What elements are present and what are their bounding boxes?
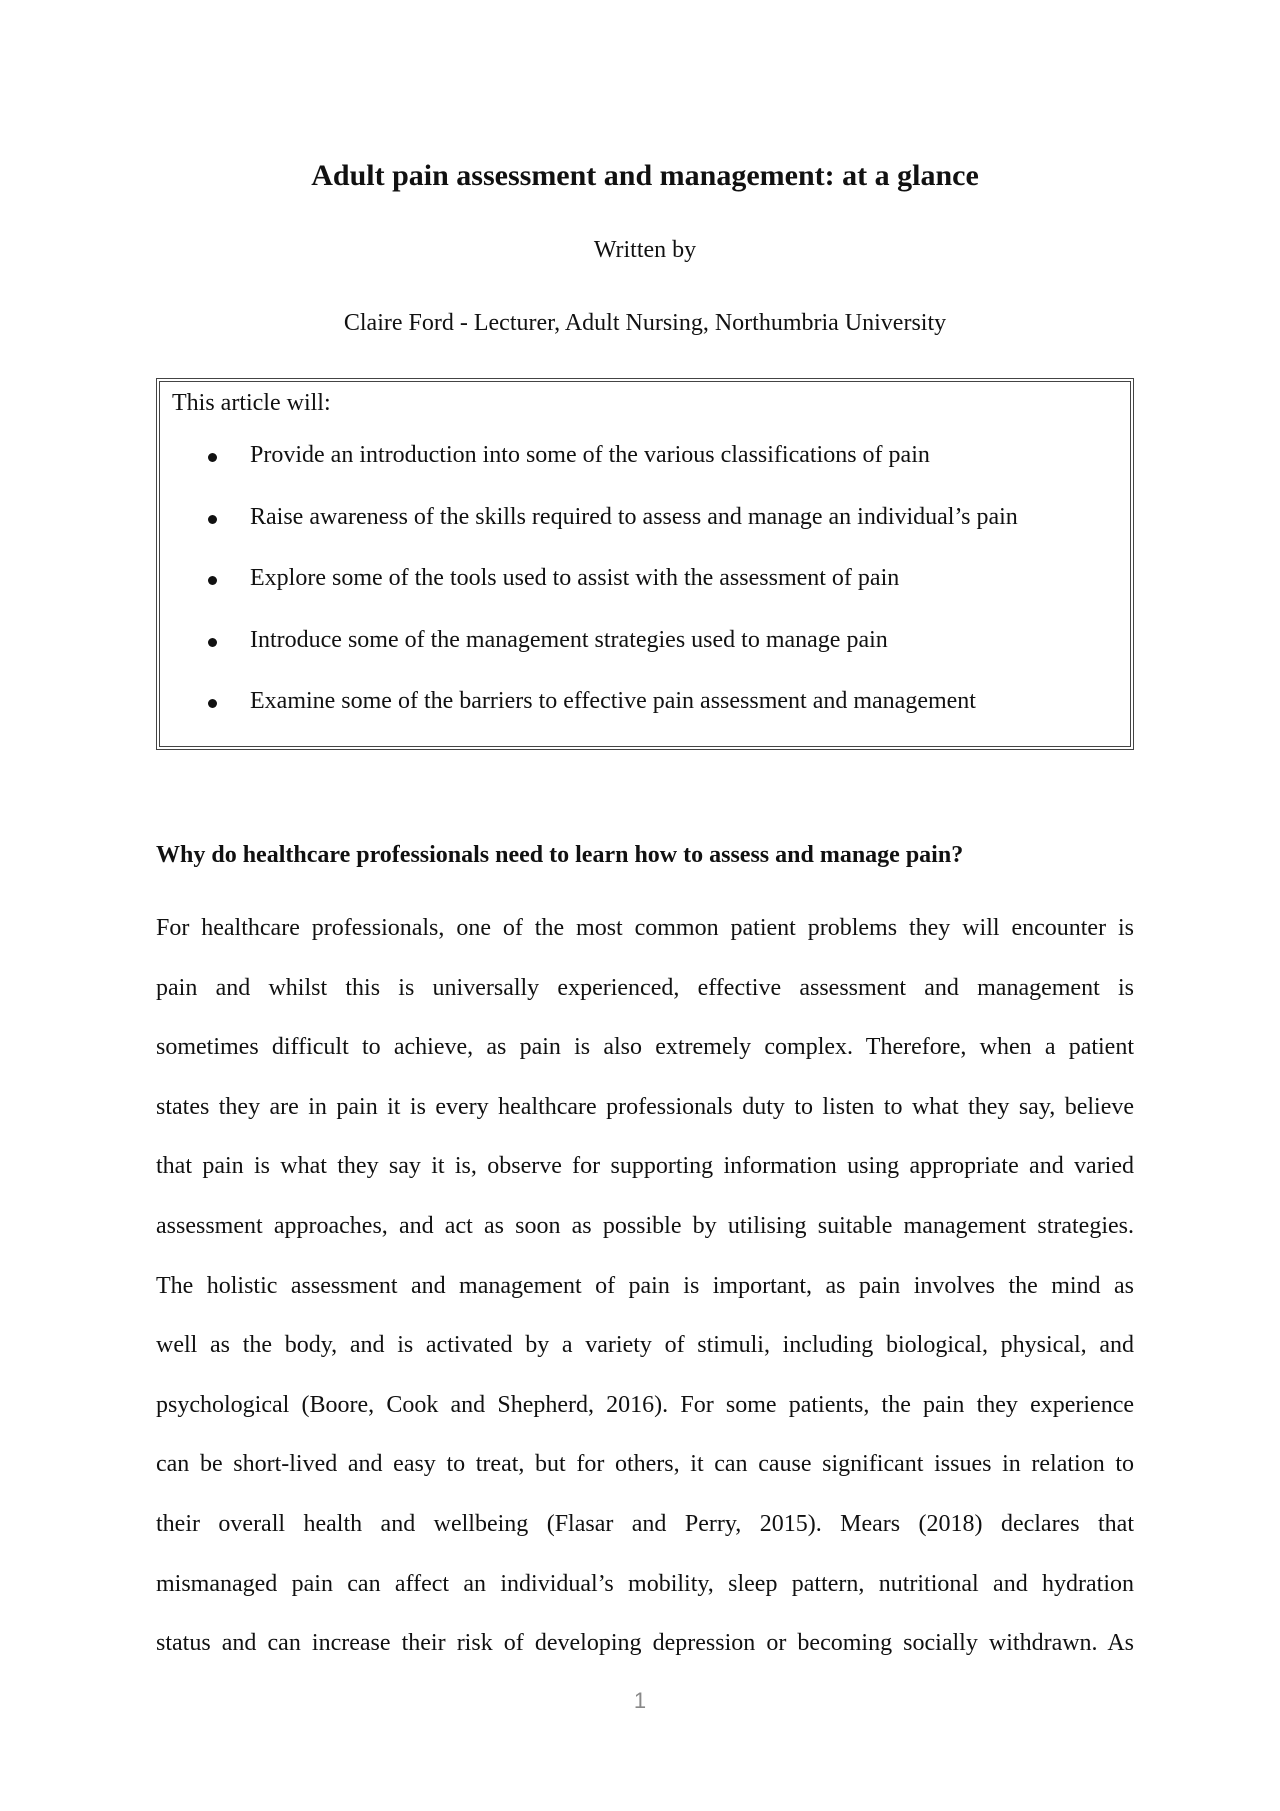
paragraph-line: well as the body, and is activated by a variety of stimuli, including biological, physical, and <box>156 1332 1134 1359</box>
objective-text: Raise awareness of the skills required to assess and manage an individual’s pain <box>250 503 1018 530</box>
paragraph-line: psychological (Boore, Cook and Shepherd, 2016). For some patients, the pain they experience <box>156 1391 1134 1418</box>
list-item <box>160 440 1130 502</box>
paragraph-line: states they are in pain it is every healthcare professionals duty to listen to what they say, believe <box>156 1093 1134 1120</box>
written-by-label: Written by <box>593 237 697 263</box>
paragraph-line: assessment approaches, and act as soon as possible by utilising suitable management strategies. <box>156 1212 1134 1239</box>
list-item <box>160 625 1130 687</box>
paragraph-line: can be short-lived and easy to treat, but for others, it can cause significant issues in relation to <box>156 1451 1134 1478</box>
document-title: Adult pain assessment and management: at a glance <box>311 159 979 192</box>
list-item <box>160 686 1130 748</box>
paragraph-line: pain and whilst this is universally experienced, effective assessment and management is <box>156 974 1134 1001</box>
paragraph-line: that pain is what they say it is, observe for supporting information using appropriate and varied <box>156 1153 1134 1180</box>
paragraph-line: For healthcare professionals, one of the most common patient problems they will encounter is <box>156 915 1134 941</box>
section-heading: Why do healthcare professionals need to learn how to assess and manage pain? <box>156 842 964 868</box>
objectives-box <box>156 378 1134 750</box>
bullet-icon <box>208 576 217 585</box>
paragraph-line: their overall health and wellbeing (Flasar and Perry, 2015). Mears (2018) declares that <box>156 1510 1134 1537</box>
bullet-icon <box>208 638 217 647</box>
list-item <box>160 563 1130 625</box>
objective-text: Examine some of the barriers to effective pain assessment and management <box>250 688 976 714</box>
page-number: 1 <box>633 1688 647 1713</box>
bullet-icon <box>208 515 217 524</box>
objective-text: Introduce some of the management strategies used to manage pain <box>250 626 888 653</box>
paragraph-line: status and can increase their risk of developing depression or becoming socially withdrawn. As <box>156 1630 1134 1657</box>
body-paragraph <box>156 913 1134 1688</box>
objective-text: Provide an introduction into some of the various classifications of pain <box>250 442 930 468</box>
paragraph-line: mismanaged pain can affect an individual’s mobility, sleep pattern, nutritional and hydration <box>156 1570 1134 1597</box>
bullet-icon <box>208 699 217 708</box>
paragraph-line: The holistic assessment and management of pain is important, as pain involves the mind as <box>156 1272 1134 1299</box>
paragraph-line: sometimes difficult to achieve, as pain is also extremely complex. Therefore, when a patient <box>156 1034 1134 1061</box>
bullet-icon <box>208 453 217 462</box>
objective-text: Explore some of the tools used to assist with the assessment of pain <box>250 565 900 591</box>
list-item <box>160 502 1130 564</box>
objectives-list <box>160 440 1130 748</box>
objectives-intro: This article will: <box>172 390 331 416</box>
author-line: Claire Ford - Lecturer, Adult Nursing, Northumbria University <box>343 310 947 336</box>
